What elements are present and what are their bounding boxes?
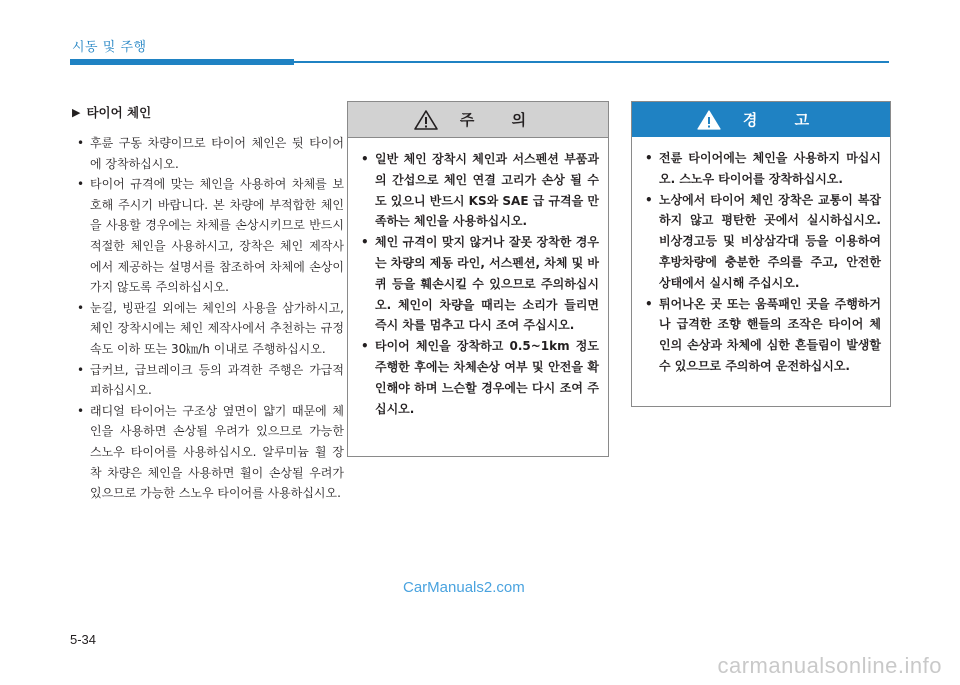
- warning-list: [642, 148, 881, 377]
- list-item: • 급커브, 급브레이크 등의 과격한 주행은 가급적 피하십시오.: [72, 360, 344, 401]
- caution-body: [348, 138, 608, 419]
- warning-title: 경 고: [742, 111, 826, 129]
- section-title: 시동 및 주행: [72, 40, 147, 55]
- page-number: 5-34: [70, 632, 97, 647]
- list-item: • 노상에서 타이어 체인 장착은 교통이 복잡하지 않고 평탄한 곳에서 실시하십시오. 비상경고등 및 비상삼각대 등을 이용하여 후방차량에 충분한 주의를 주고, 안전한 상태에서 실시해 주십시오.: [642, 190, 881, 294]
- site-watermark: carmanualsonline.info: [717, 653, 942, 678]
- header-rule-thin: [294, 61, 889, 63]
- caution-header: [348, 102, 608, 138]
- subhead-label: 타이어 체인: [86, 105, 152, 120]
- warning-body: [632, 137, 890, 377]
- warning-box: [631, 101, 891, 407]
- triangle-marker-icon: ▶: [72, 105, 81, 119]
- watermark-link[interactable]: CarManuals2.com: [403, 579, 525, 596]
- list-item: • 체인 규격이 맞지 않거나 잘못 장착한 경우는 차량의 제동 라인, 서스펜션, 차체 및 바퀴 등을 훼손시킬 수 있으므로 주의하십시오. 체인이 차량을 때리는 소리가 들리면 즉시 차를 멈추고 다시 조여 주십시오.: [358, 232, 599, 336]
- caution-title: 주 의: [459, 111, 543, 129]
- subhead: [72, 103, 344, 121]
- left-column: [72, 103, 344, 504]
- list-item: • 일반 체인 장착시 체인과 서스펜션 부품과의 간섭으로 체인 연결 고리가 손상 될 수도 있으니 반드시 KS와 SAE 급 규격을 만족하는 체인을 사용하십시오.: [358, 149, 599, 232]
- header-rule-thick: [70, 59, 294, 65]
- warning-triangle-icon: [414, 110, 438, 130]
- list-item: • 타이어 체인을 장착하고 0.5~1km 정도 주행한 후에는 차체손상 여부 및 안전을 확인해야 하며 느슨할 경우에는 다시 조여 주십시오.: [358, 336, 599, 419]
- list-item: • 후륜 구동 차량이므로 타이어 체인은 뒷 타이어에 장착하십시오.: [72, 133, 344, 174]
- list-item: • 래디얼 타이어는 구조상 옆면이 얇기 때문에 체인을 사용하면 손상될 우려가 있으므로 가능한 스노우 타이어를 사용하십시오. 알루미늄 휠 장착 차량은 체인을 사용하면 휠이 손상될 우려가 있으므로 가능한 스노우 타이어를 사용하십시오.: [72, 401, 344, 504]
- warning-triangle-icon: [697, 110, 721, 130]
- caution-list: [358, 149, 599, 419]
- caution-box: [347, 101, 609, 457]
- list-item: • 튀어나온 곳 또는 움푹패인 곳을 주행하거나 급격한 조향 핸들의 조작은 타이어 체인의 손상과 차체에 심한 흔들림이 발생할 수 있으므로 주의하여 운전하십시오.: [642, 294, 881, 377]
- list-item: • 눈길, 빙판길 외에는 체인의 사용을 삼가하시고, 체인 장착시에는 체인 제작사에서 추천하는 규정속도 이하 또는 30㎞/h 이내로 주행하십시오.: [72, 298, 344, 360]
- list-item: • 타이어 규격에 맞는 체인을 사용하여 차체를 보호해 주시기 바랍니다. 본 차량에 부적합한 체인을 사용할 경우에는 차체를 손상시키므로 반드시 적절한 체인을 사용하시고, 장착은 체인 제작사에서 제공하는 설명서를 참조하여 차체에 손상이 가지 않도록 주의하십시오.: [72, 174, 344, 298]
- chain-instructions-list: [72, 133, 344, 504]
- warning-header: [632, 102, 890, 137]
- list-item: • 전륜 타이어에는 체인을 사용하지 마십시오. 스노우 타이어를 장착하십시오.: [642, 148, 881, 190]
